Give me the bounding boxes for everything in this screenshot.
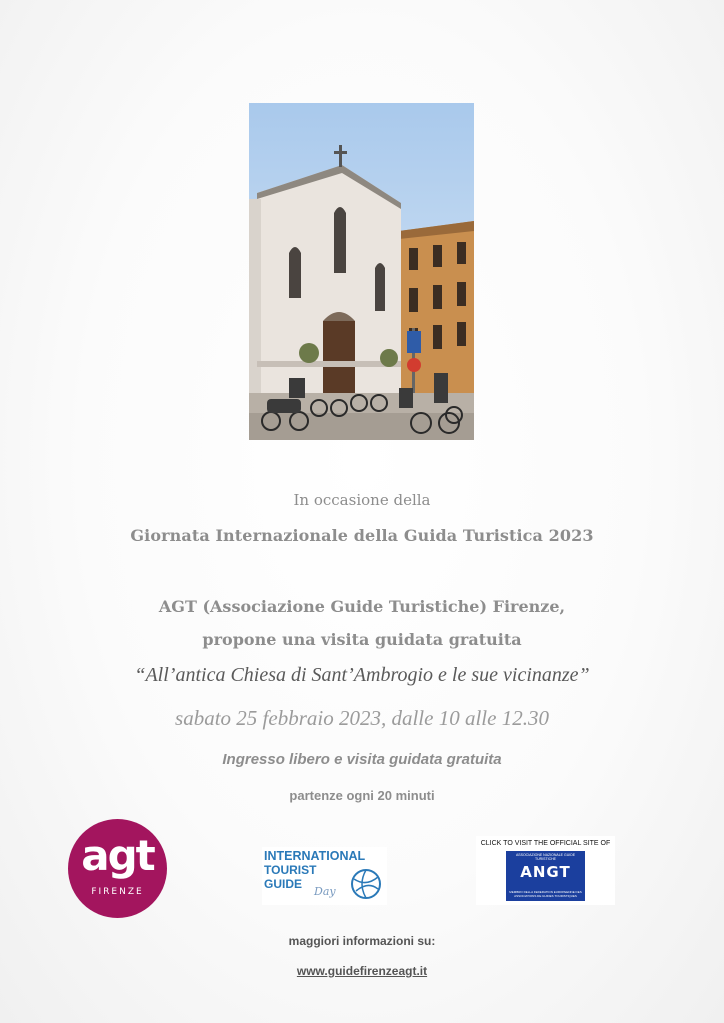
itg-day-script: Day xyxy=(314,885,336,898)
globe-icon xyxy=(350,867,382,901)
itg-line-2: TOURIST xyxy=(264,863,317,877)
anagt-logo-link[interactable] xyxy=(476,836,615,905)
organizer-text: AGT (Associazione Guide Turistiche) Firenze, xyxy=(158,597,566,616)
anagt-sub: MEMBRO DELLA FEDERATION EUROPEENNE DES ASSOCIATIONS DE GUIDES TOURISTIQUES xyxy=(509,890,582,898)
more-info-label: maggiori informazioni su: xyxy=(288,934,436,948)
anagt-caption[interactable]: CLICK TO VISIT THE OFFICIAL SITE OF xyxy=(480,840,611,847)
intro-text: In occasione della xyxy=(293,491,431,509)
event-name: Giornata Internazionale della Guida Turistica 2023 xyxy=(130,526,594,545)
international-tourist-guide-day-logo xyxy=(262,847,387,905)
agt-firenze-logo xyxy=(68,819,167,918)
date-time: sabato 25 febbraio 2023, dalle 10 alle 12.30 xyxy=(175,706,549,730)
offer-text: propone una visita guidata gratuita xyxy=(202,630,522,649)
anagt-header: ASSOCIAZIONE NAZIONALE GUIDE TURISTICHE xyxy=(515,853,576,861)
entry-text: Ingresso libero e visita guidata gratuita xyxy=(222,751,502,768)
agt-logo-city: FIRENZE xyxy=(91,887,144,897)
agt-logo-word: agt xyxy=(81,831,154,880)
church-photo xyxy=(249,103,474,440)
itg-line-1: INTERNATIONAL xyxy=(264,849,366,863)
anagt-badge[interactable] xyxy=(506,851,585,901)
website-link[interactable]: www.guidefirenzeagt.it xyxy=(296,964,428,978)
tour-title: “All’antica Chiesa di Sant’Ambrogio e le sue vicinanze” xyxy=(134,664,590,686)
departures-text: partenze ogni 20 minuti xyxy=(289,788,435,803)
itg-line-3: GUIDE xyxy=(264,877,303,891)
anagt-name: ANGT xyxy=(520,863,571,881)
